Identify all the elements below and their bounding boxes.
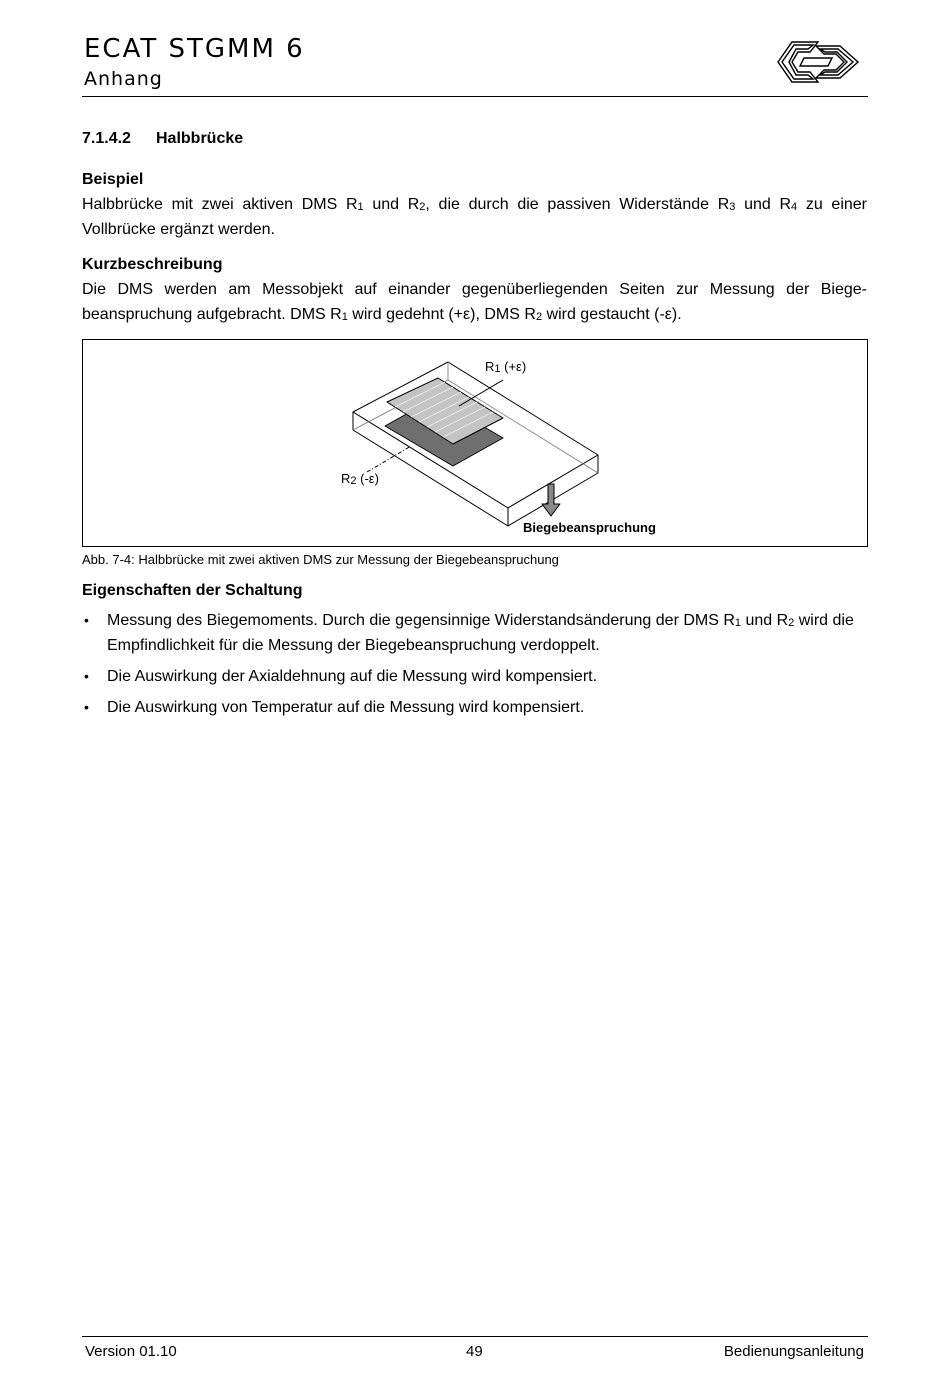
list-item: • Die Auswirkung von Temperatur auf die Messung wird kompensiert. bbox=[82, 695, 867, 720]
chapter-title: Anhang bbox=[84, 68, 163, 90]
footer-version: Version 01.10 bbox=[85, 1343, 177, 1360]
beispiel-paragraph: Halbbrücke mit zwei aktiven DMS $R_1$ und $R_2$, die durch die passiven Widerstände $R_3$ und $R_4$ zu einer Vollbrücke ergänzt werden. bbox=[82, 196, 868, 238]
header-divider bbox=[82, 96, 868, 97]
footer-doc-type: Bedienungsanleitung bbox=[723, 1343, 864, 1360]
section-number: 7.1.4.2 bbox=[82, 130, 131, 147]
section-heading bbox=[82, 128, 867, 150]
figure-caption: Abb. 7-4: Halbbrücke mit zwei aktiven DMS zur Messung der Biegebeanspruchung bbox=[82, 552, 559, 567]
document-title: ECAT STGMM 6 bbox=[84, 34, 305, 64]
section-title: Halbbrücke bbox=[156, 130, 244, 147]
kurzbeschreibung-heading: Kurzbeschreibung bbox=[82, 256, 223, 273]
beam-illustration bbox=[83, 340, 867, 546]
footer-divider bbox=[82, 1336, 868, 1337]
bullet-icon: • bbox=[84, 612, 89, 628]
company-logo bbox=[770, 32, 866, 88]
list-item: • Messung des Biegemoments. Durch die gegensinnige Widerstandsänderung der DMS $R_1$ und $R_2$ wird die Empfindlichkeit für die Messung der Biegebeanspruchung verdoppelt. bbox=[82, 608, 867, 658]
bullet-icon: • bbox=[84, 668, 89, 684]
force-label: Biegebeanspruchung bbox=[523, 520, 656, 535]
beispiel-heading: Beispiel bbox=[82, 171, 144, 188]
page-content bbox=[82, 128, 867, 726]
list-item: • Die Auswirkung der Axialdehnung auf die Messung wird kompensiert. bbox=[82, 664, 867, 689]
r1-label: $R_1$ (+ε) bbox=[485, 359, 527, 375]
eigenschaften-heading: Eigenschaften der Schaltung bbox=[82, 582, 303, 599]
properties-list bbox=[82, 608, 867, 720]
page-number: 49 bbox=[466, 1343, 483, 1360]
bullet-icon: • bbox=[84, 699, 89, 715]
kurzbeschreibung-paragraph: Die DMS werden am Messobjekt auf einander gegenüberliegenden Seiten zur Messung der Biegebeanspruchung aufgebracht. DMS $R_1$ wird gedehnt (+ε), DMS $R_2$ wird gestaucht (-ε). bbox=[82, 281, 867, 323]
r2-label: $R_2$ (-ε) bbox=[341, 471, 379, 487]
halfbridge-figure bbox=[82, 339, 868, 547]
